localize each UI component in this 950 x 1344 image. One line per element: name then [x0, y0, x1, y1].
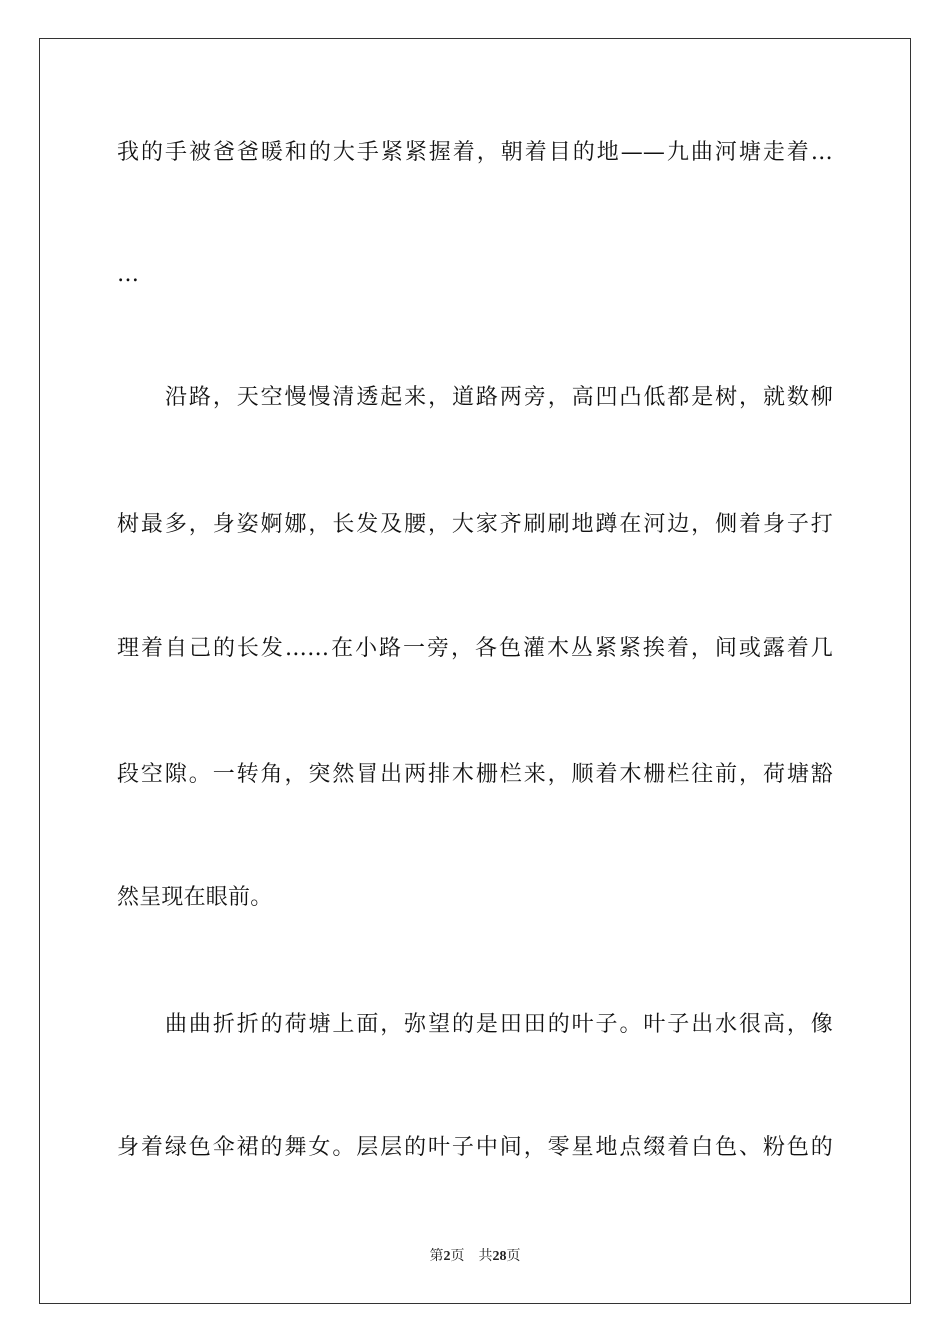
- text-line-9: 身着绿色伞裙的舞女。层层的叶子中间，零星地点缀着白色、粉色的: [117, 1135, 833, 1160]
- text-line-3: 沿路，天空慢慢清透起来，道路两旁，高凹凸低都是树，就数柳: [165, 385, 833, 410]
- text-line-1: 我的手被爸爸暖和的大手紧紧握着，朝着目的地——九曲河塘走着…: [117, 140, 833, 165]
- text-line-6: 段空隙。一转角，突然冒出两排木栅栏来，顺着木栅栏往前，荷塘豁: [117, 762, 833, 787]
- page-border: [39, 38, 911, 1304]
- page-label-prefix: 第: [429, 1248, 444, 1264]
- total-label-prefix: 共: [478, 1248, 493, 1264]
- text-line-2: …: [117, 262, 140, 287]
- text-line-5: 理着自己的长发……在小路一旁，各色灌木丛紧紧挨着，间或露着几: [117, 636, 833, 661]
- text-line-8: 曲曲折折的荷塘上面，弥望的是田田的叶子。叶子出水很高，像: [165, 1012, 833, 1037]
- page-number: 2: [443, 1249, 451, 1264]
- text-line-7: 然呈现在眼前。: [117, 885, 273, 910]
- page-label-suffix: 页: [450, 1248, 465, 1264]
- text-line-4: 树最多，身姿婀娜，长发及腰，大家齐刷刷地蹲在河边，侧着身子打: [117, 512, 833, 537]
- total-pages: 28: [492, 1249, 507, 1264]
- total-label-suffix: 页: [506, 1248, 521, 1264]
- page-footer: [0, 1246, 950, 1267]
